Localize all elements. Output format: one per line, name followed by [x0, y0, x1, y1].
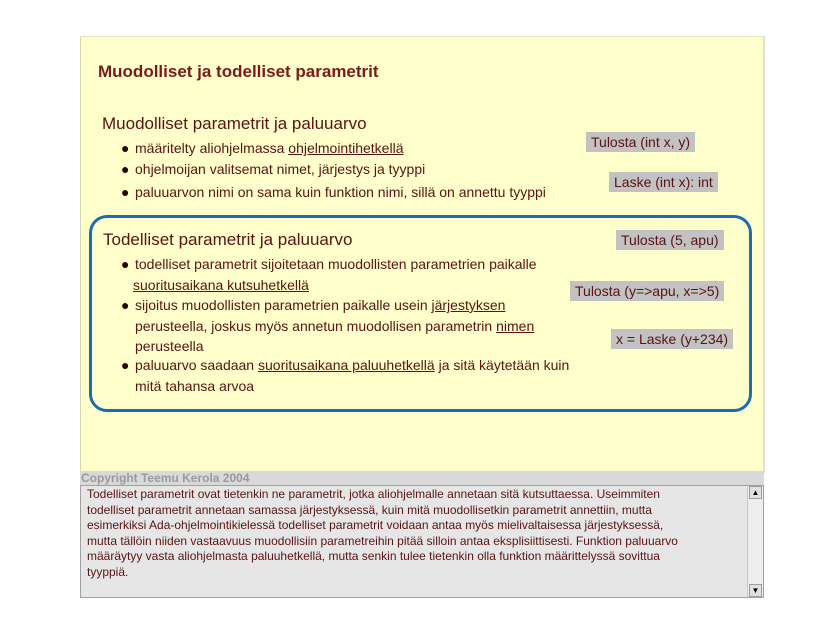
notes-line: todelliset parametrit annetaan samassa järjestyksessä, kuin mitä muodollisetkin parametrit annettiin, mutta — [87, 502, 652, 517]
bullet-dot-icon: ● — [121, 184, 130, 200]
bullet-text: paluuarvo saadaan — [135, 357, 258, 373]
underlined-term: järjestyksen — [431, 297, 506, 313]
bullet-dot-icon: ● — [121, 297, 130, 313]
bullet-text: paluuarvon nimi on sama kuin funktion nimi, sillä on annettu tyyppi — [135, 184, 546, 200]
underlined-term: suoritusaikana kutsuhetkellä — [133, 277, 309, 293]
notes-line: tyyppiä. — [87, 564, 129, 579]
notes-line: Todelliset parametrit ovat tietenkin ne parametrit, jotka aliohjelmalle annetaan sitä kutsuttaessa. Useimmiten — [87, 487, 660, 501]
copyright-text: Copyright Teemu Kerola 2004 — [81, 471, 250, 485]
notes-line: esimerkiksi Ada-ohjelmointikielessä todelliset parametrit voidaan antaa myös mielivaltaisessa järjestyksessä, — [87, 518, 664, 532]
slide — [80, 36, 765, 474]
notes-panel[interactable] — [80, 485, 764, 598]
bullet-text: perusteella — [135, 338, 204, 354]
bullet-dot-icon: ● — [121, 140, 130, 156]
bullet-text: perusteella, joskus myös annetun muodollisen parametrin — [135, 318, 497, 334]
bullet-text: ohjelmoijan valitsemat nimet, järjestys ja tyyppi — [135, 161, 426, 177]
slide-edge — [763, 36, 765, 473]
code-tag-tulosta-named: Tulosta (y=>apu, x=>5) — [570, 281, 724, 301]
copyright-bar — [80, 471, 764, 485]
bullet-actual-2-cont2 — [135, 336, 204, 356]
bullet-text: ja sitä käytetään kuin — [434, 357, 570, 373]
notes-line: määräytyy vasta aliohjelmasta paluuhetkellä, mutta senkin tulee tietenkin olla funktion määrittelyssä sovittua — [87, 549, 660, 563]
bullet-dot-icon: ● — [121, 161, 130, 177]
bullet-text: mitä tahansa arvoa — [135, 378, 255, 394]
notes-scrollbar[interactable] — [747, 486, 763, 597]
underlined-term: nimen — [496, 318, 535, 334]
code-tag-tulosta-formal: Tulosta (int x, y) — [586, 132, 695, 152]
underlined-term: ohjelmointihetkellä — [288, 140, 404, 156]
slide-title: Muodolliset ja todelliset parametrit — [98, 62, 379, 81]
section-heading-formal: Muodolliset parametrit ja paluuarvo — [102, 114, 367, 133]
bullet-text: määritelty aliohjelmassa — [135, 140, 289, 156]
bullet-dot-icon: ● — [121, 357, 130, 373]
code-tag-tulosta-actual: Tulosta (5, apu) — [616, 230, 724, 250]
bullet-dot-icon: ● — [121, 256, 130, 272]
bullet-text: sijoitus muodollisten parametrien paikalle usein — [135, 297, 432, 313]
code-tag-laske-actual: x = Laske (y+234) — [611, 329, 733, 349]
scroll-up-icon[interactable]: ▲ — [749, 486, 762, 499]
underlined-term: suoritusaikana paluuhetkellä — [258, 357, 435, 373]
scroll-down-icon[interactable]: ▼ — [749, 584, 762, 597]
section-heading-actual: Todelliset parametrit ja paluuarvo — [103, 230, 353, 249]
bullet-actual-3-cont — [135, 376, 254, 396]
bullet-text: todelliset parametrit sijoitetaan muodollisten parametrien paikalle — [135, 256, 537, 272]
notes-line: mutta tällöin niiden vastaavuus muodollisiin parametreihin pitää silloin antaa eksplisiittisesti. Funktion paluuarvo — [87, 533, 678, 548]
code-tag-laske-formal: Laske (int x): int — [609, 172, 718, 192]
notes-text — [87, 487, 737, 580]
bullet-actual-2-cont — [135, 316, 534, 336]
bullet-actual-1-cont — [133, 275, 309, 295]
